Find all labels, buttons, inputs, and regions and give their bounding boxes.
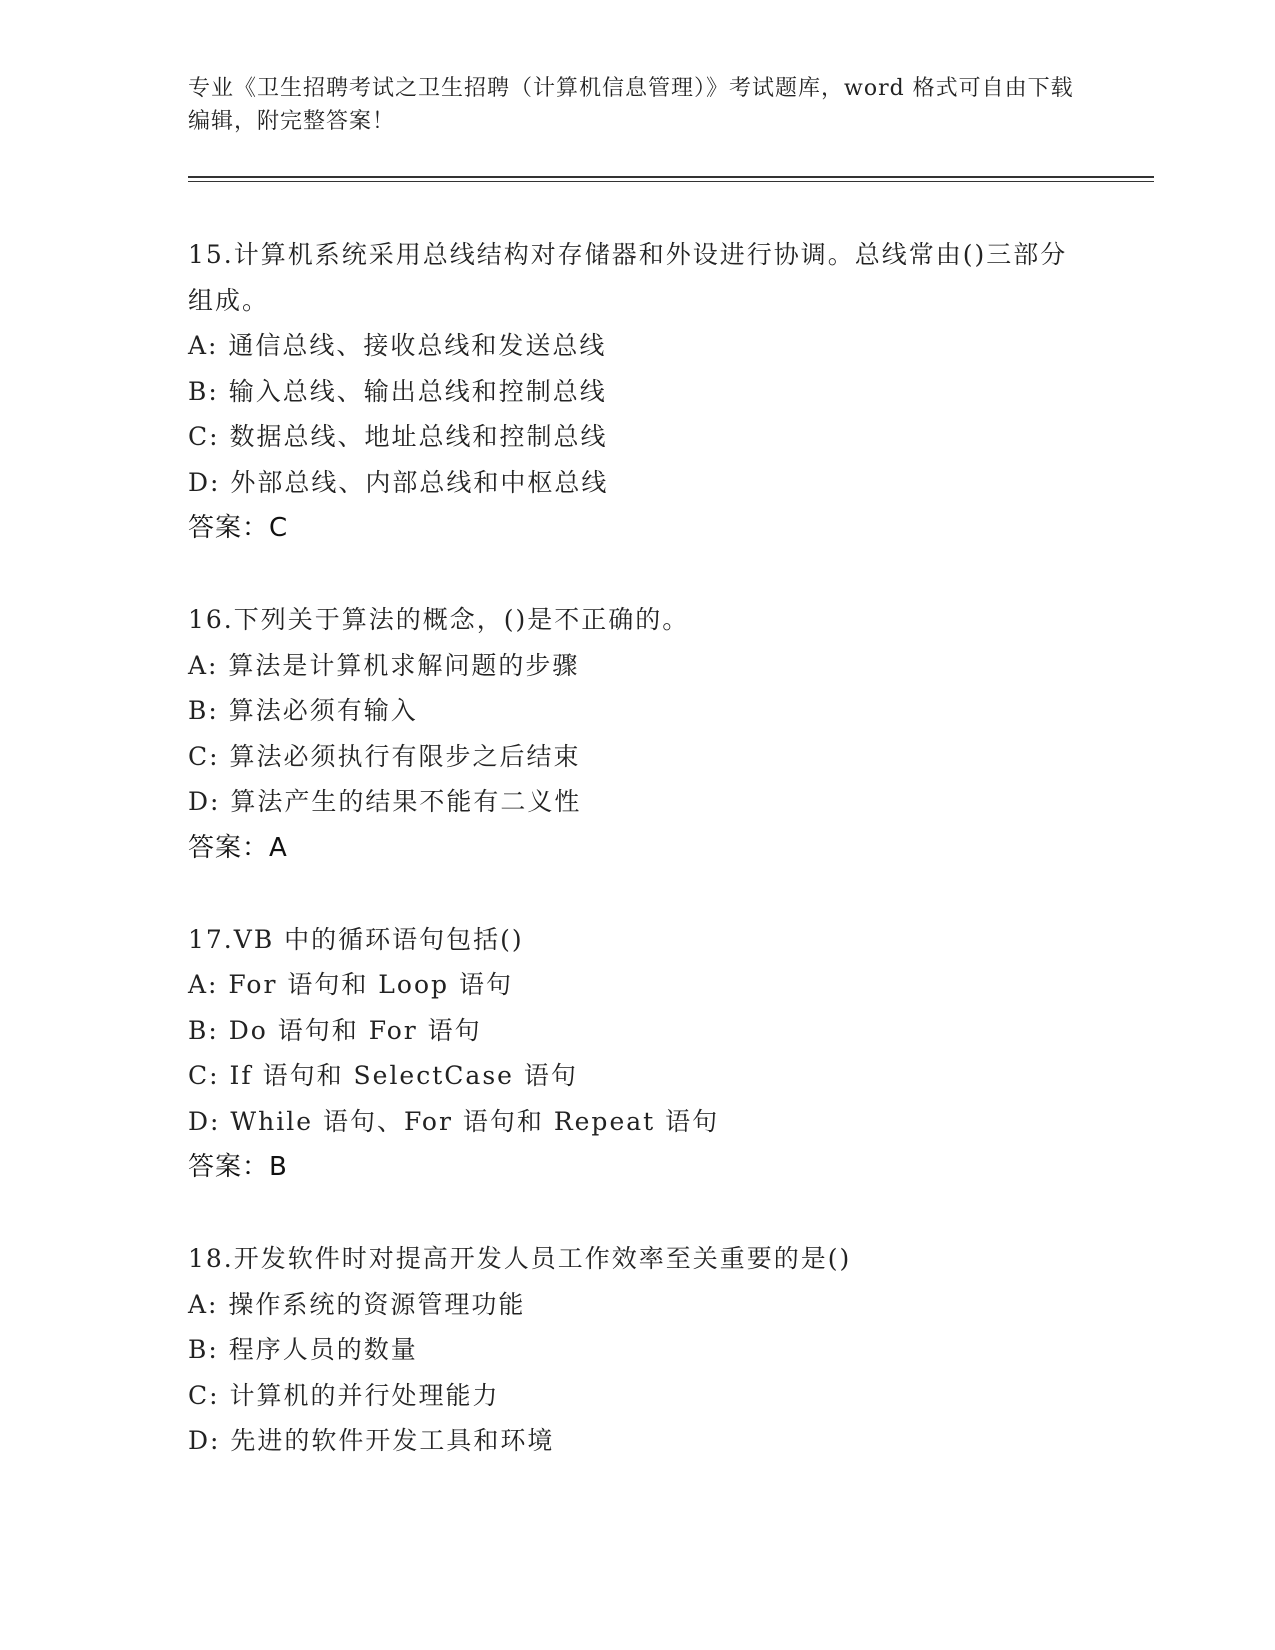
- question-stem: 18.开发软件时对提高开发人员工作效率至关重要的是(): [188, 1244, 852, 1273]
- question-15: [188, 232, 1088, 551]
- option-c: C: If 语句和 SelectCase 语句: [188, 1061, 578, 1090]
- document-intro: 专业《卫生招聘考试之卫生招聘（计算机信息管理）》考试题库，word 格式可自由下载编辑，附完整答案！: [188, 76, 1074, 134]
- question-18: [188, 1236, 1088, 1464]
- option-a: A: 通信总线、接收总线和发送总线: [188, 331, 607, 360]
- option-a: A: 操作系统的资源管理功能: [188, 1289, 526, 1319]
- answer-label: 答案：C: [188, 513, 289, 543]
- question-17: [188, 917, 1088, 1191]
- option-d: D: 算法产生的结果不能有二义性: [188, 787, 582, 816]
- option-d: D: While 语句、For 语句和 Repeat 语句: [188, 1106, 720, 1136]
- option-d: D: 先进的软件开发工具和环境: [188, 1426, 555, 1455]
- option-c: C: 计算机的并行处理能力: [188, 1380, 500, 1410]
- option-a: A: For 语句和 Loop 语句: [188, 970, 513, 999]
- question-stem: 17.VB 中的循环语句包括(): [188, 924, 524, 954]
- option-d: D: 外部总线、内部总线和中枢总线: [188, 467, 609, 497]
- question-stem: 15.计算机系统采用总线结构对存储器和外设进行协调。总线常由()三部分组成。: [188, 240, 1068, 315]
- option-c: C: 算法必须执行有限步之后结束: [188, 741, 581, 771]
- option-b: B: 算法必须有输入: [188, 696, 418, 725]
- question-list: [188, 232, 1088, 1510]
- answer-label: 答案：B: [188, 1152, 288, 1182]
- option-b: B: Do 语句和 For 语句: [188, 1015, 482, 1045]
- header-divider-thin: [188, 181, 1154, 182]
- option-b: B: 输入总线、输出总线和控制总线: [188, 376, 607, 406]
- option-b: B: 程序人员的数量: [188, 1335, 418, 1364]
- header-divider-thick: [188, 176, 1154, 178]
- answer-label: 答案：A: [188, 832, 288, 863]
- question-stem: 16.下列关于算法的概念，()是不正确的。: [188, 605, 690, 634]
- question-16: [188, 597, 1088, 871]
- option-a: A: 算法是计算机求解问题的步骤: [188, 650, 580, 680]
- option-c: C: 数据总线、地址总线和控制总线: [188, 422, 608, 451]
